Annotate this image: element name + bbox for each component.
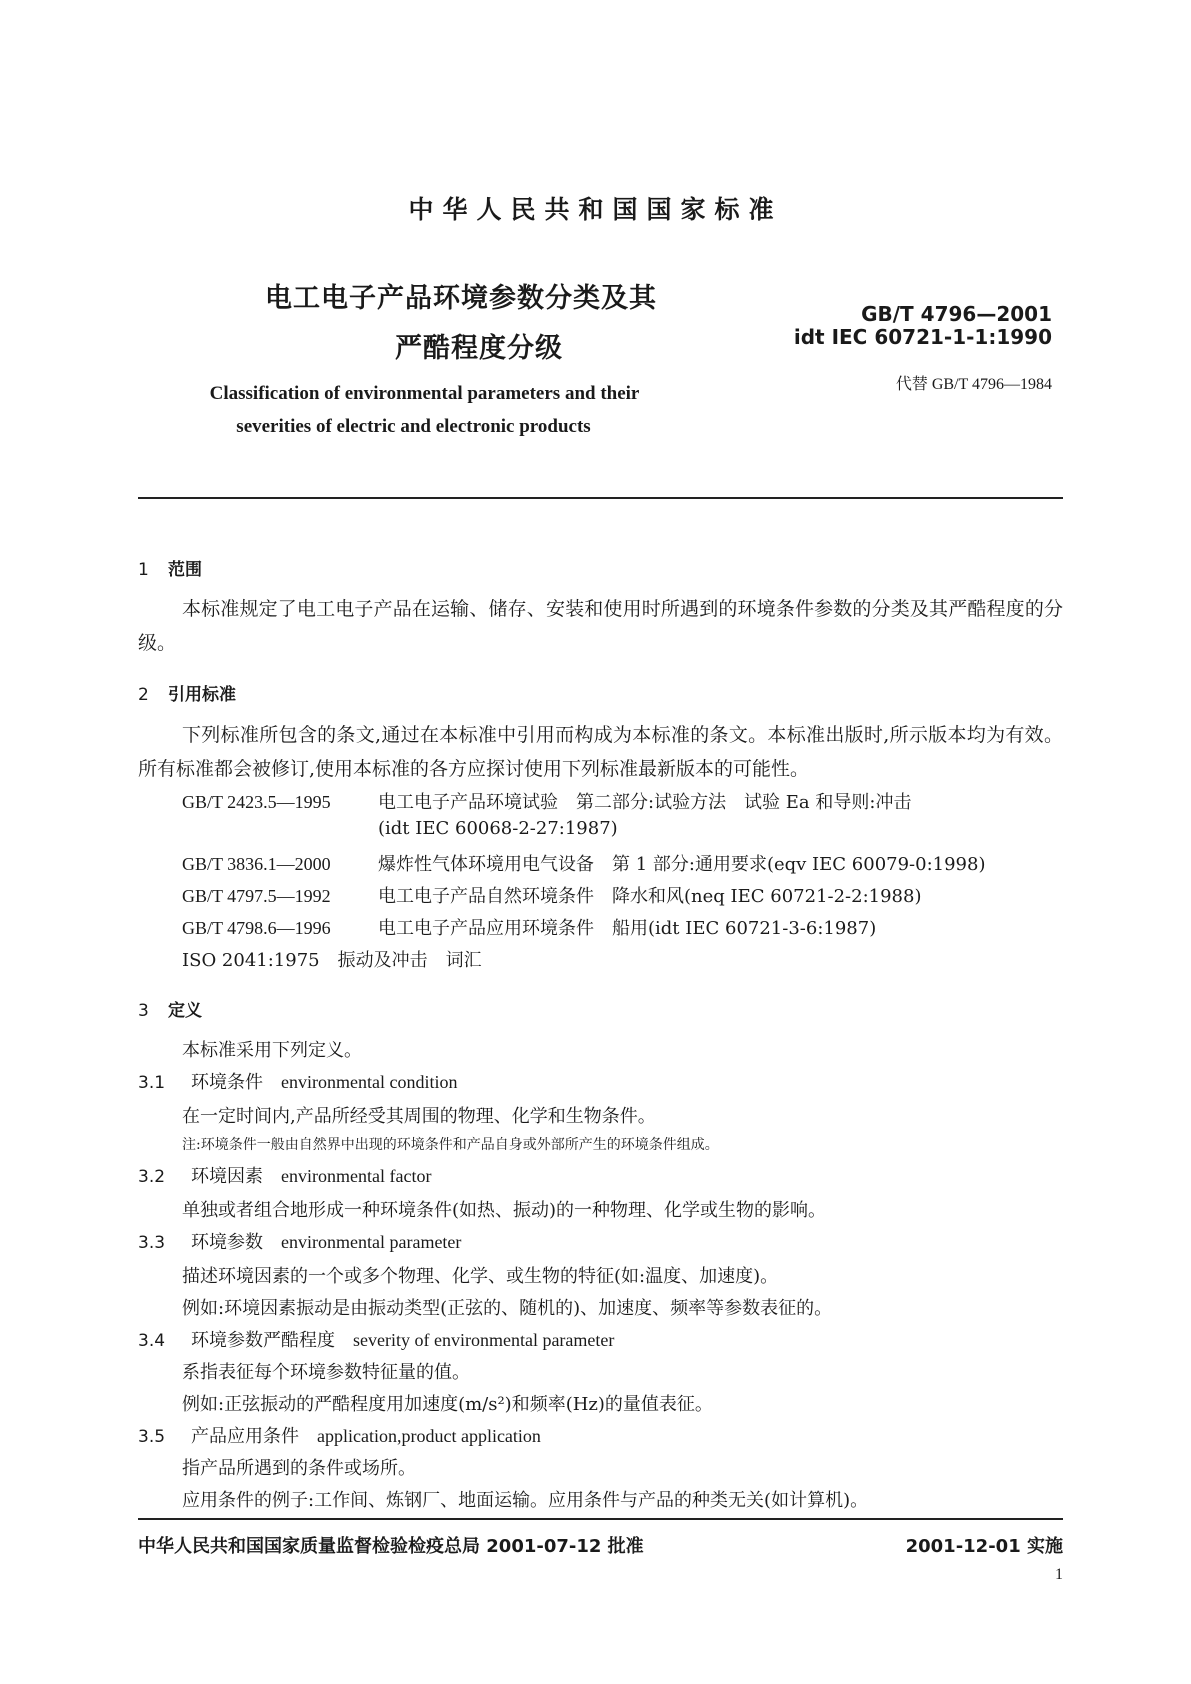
section-1-heading bbox=[138, 555, 202, 580]
section-title: 范围 bbox=[168, 560, 202, 580]
reference-code: GB/T 3836.1—2000 bbox=[182, 854, 331, 874]
definition-3-4-example: 例如:正弦振动的严酷程度用加速度(m/s²)和频率(Hz)的量值表征。 bbox=[182, 1394, 713, 1415]
section-title: 引用标准 bbox=[168, 685, 236, 705]
definition-3-4 bbox=[138, 1326, 614, 1352]
definition-term: 环境参数 bbox=[191, 1232, 263, 1253]
section-2-heading bbox=[138, 680, 236, 705]
standard-idt: idt IEC 60721-1-1:1990 bbox=[793, 325, 1052, 349]
national-standard-label: 中华人民共和国国家标准 bbox=[408, 195, 783, 224]
reference-code: GB/T 2423.5—1995 bbox=[182, 792, 331, 812]
reference-code: GB/T 4797.5—1992 bbox=[182, 886, 331, 906]
reference-item bbox=[182, 818, 618, 839]
iso-reference: ISO 2041:1975 振动及冲击 词汇 bbox=[182, 950, 482, 971]
reference-item bbox=[182, 788, 911, 814]
definition-term: 产品应用条件 bbox=[191, 1426, 299, 1447]
section-number: 3 bbox=[138, 1001, 149, 1021]
section-1-paragraph: 本标准规定了电工电子产品在运输、储存、安装和使用时所遇到的环境条件参数的分类及其严酷程度的分级。 bbox=[138, 598, 1063, 654]
approval-statement: 中华人民共和国国家质量监督检验检疫总局 2001-07-12 批准 bbox=[138, 1536, 644, 1557]
definition-3-1-text: 在一定时间内,产品所经受其周围的物理、化学和生物条件。 bbox=[182, 1106, 656, 1127]
section-title: 定义 bbox=[168, 1001, 202, 1021]
definition-number: 3.4 bbox=[138, 1331, 166, 1351]
reference-item bbox=[182, 850, 985, 876]
definition-3-1 bbox=[138, 1068, 457, 1094]
reference-title: 电工电子产品自然环境条件 降水和风(neq IEC 60721-2-2:1988) bbox=[378, 886, 922, 907]
definition-term-en: environmental factor bbox=[281, 1166, 432, 1186]
definition-3-2 bbox=[138, 1162, 431, 1188]
definition-term-en: environmental condition bbox=[281, 1072, 458, 1092]
definition-3-3 bbox=[138, 1228, 461, 1254]
definition-3-2-text: 单独或者组合地形成一种环境条件(如热、振动)的一种物理、化学或生物的影响。 bbox=[182, 1200, 827, 1221]
section-number: 2 bbox=[138, 685, 149, 705]
definition-number: 3.2 bbox=[138, 1167, 166, 1187]
definition-3-3-text: 描述环境因素的一个或多个物理、化学、或生物的特征(如:温度、加速度)。 bbox=[182, 1266, 779, 1287]
replaces-standard: 代替 GB/T 4796—1984 bbox=[895, 376, 1052, 393]
effective-date: 2001-12-01 实施 bbox=[905, 1536, 1063, 1557]
title-line-2: 严酷程度分级 bbox=[395, 333, 563, 364]
definition-3-5 bbox=[138, 1422, 541, 1448]
definition-term-en: environmental parameter bbox=[281, 1232, 462, 1252]
reference-code: GB/T 4798.6—1996 bbox=[182, 918, 331, 938]
definition-3-1-note: 注:环境条件一般由自然界中出现的环境条件和产品自身或外部所产生的环境条件组成。 bbox=[182, 1137, 719, 1153]
standard-code: GB/T 4796—2001 bbox=[861, 302, 1052, 326]
page-number: 1 bbox=[1055, 1566, 1063, 1583]
definition-term-en: application,product application bbox=[317, 1426, 541, 1446]
definition-term: 环境因素 bbox=[191, 1166, 263, 1187]
definition-term: 环境条件 bbox=[191, 1072, 263, 1093]
footer-divider bbox=[138, 1518, 1063, 1520]
definition-3-5-example: 应用条件的例子:工作间、炼钢厂、地面运输。应用条件与产品的种类无关(如计算机)。 bbox=[182, 1490, 869, 1511]
section-3-heading bbox=[138, 996, 202, 1021]
section-number: 1 bbox=[138, 560, 149, 580]
reference-item bbox=[182, 882, 921, 908]
definition-term-en: severity of environmental parameter bbox=[353, 1330, 615, 1350]
definition-number: 3.1 bbox=[138, 1073, 166, 1093]
header-divider bbox=[138, 497, 1063, 499]
reference-item bbox=[182, 914, 876, 940]
definitions-intro: 本标准采用下列定义。 bbox=[182, 1040, 362, 1061]
definition-3-3-example: 例如:环境因素振动是由振动类型(正弦的、随机的)、加速度、频率等参数表征的。 bbox=[182, 1298, 833, 1319]
reference-title: 电工电子产品应用环境条件 船用(idt IEC 60721-3-6:1987) bbox=[378, 918, 877, 939]
english-title-line-2: severities of electric and electronic products bbox=[236, 416, 591, 437]
reference-title: 电工电子产品环境试验 第二部分:试验方法 试验 Ea 和导则:冲击 bbox=[378, 792, 912, 813]
section-2-paragraph: 下列标准所包含的条文,通过在本标准中引用而构成为本标准的条文。本标准出版时,所示版本均为有效。所有标准都会被修订,使用本标准的各方应探讨使用下列标准最新版本的可能性。 bbox=[138, 724, 1063, 780]
definition-number: 3.5 bbox=[138, 1427, 166, 1447]
definition-number: 3.3 bbox=[138, 1233, 166, 1253]
english-title-line-1: Classification of environmental parameters and their bbox=[209, 383, 640, 404]
title-line-1: 电工电子产品环境参数分类及其 bbox=[265, 283, 657, 314]
definition-3-4-text: 系指表征每个环境参数特征量的值。 bbox=[182, 1362, 470, 1383]
definition-3-5-text: 指产品所遇到的条件或场所。 bbox=[182, 1458, 416, 1479]
reference-title: (idt IEC 60068-2-27:1987) bbox=[378, 818, 618, 839]
definition-term: 环境参数严酷程度 bbox=[191, 1330, 335, 1351]
reference-title: 爆炸性气体环境用电气设备 第 1 部分:通用要求(eqv IEC 60079-0:1998) bbox=[378, 854, 986, 875]
